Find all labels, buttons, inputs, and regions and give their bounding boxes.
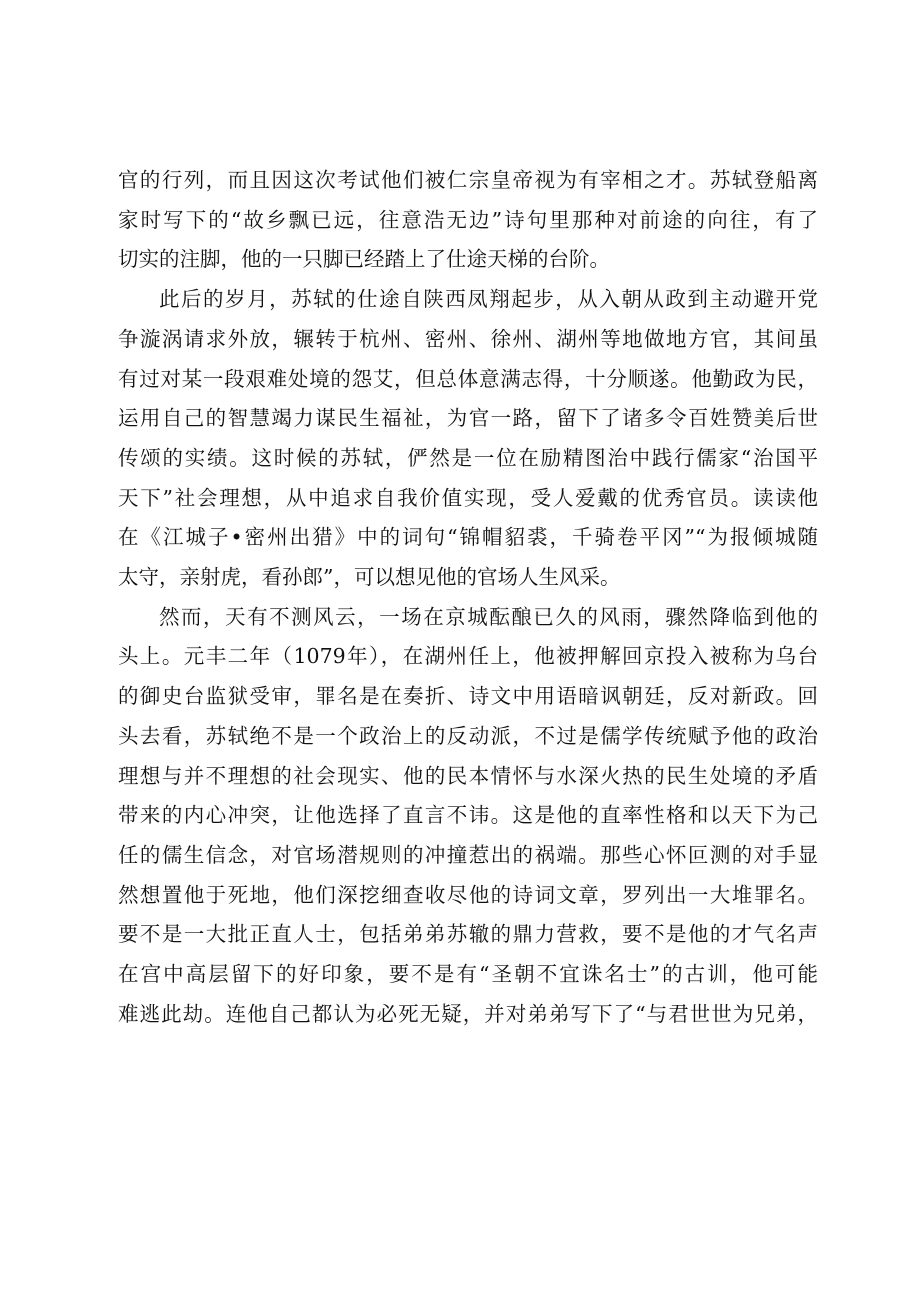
text-line: 在《江城子•密州出猎》中的词句“锦帽貂裘，千骑卷平冈”“为报倾城随 [118,525,818,550]
text-line: 此后的岁月，苏轼的仕途自陕西凤翔起步，从入朝从政到主动避开党 [159,287,818,312]
text-line: 要不是一大批正直人士，包括弟弟苏辙的鼎力营救，要不是他的才气名声 [118,922,818,947]
text-line: 头去看，苏轼绝不是一个政治上的反动派，不过是儒学传统赋予他的政治 [118,723,818,748]
text-line: 头上。元丰二年（1079年），在湖州任上，他被押解回京投入被称为乌台 [118,644,818,669]
text-line: 带来的内心冲突，让他选择了直言不讳。这是他的直率性格和以天下为己 [118,803,818,828]
text-line: 难逃此劫。连他自己都认为必死无疑，并对弟弟写下了“与君世世为兄弟， [118,1001,818,1026]
paragraph-2 [118,280,818,598]
text-line: 传颂的实绩。这时候的苏轼，俨然是一位在励精图治中践行儒家“治国平 [118,445,818,470]
text-line: 然想置他于死地，他们深挖细查收尽他的诗词文章，罗列出一大堆罪名。 [118,882,818,907]
text-line: 有过对某一段艰难处境的怨艾，但总体意满志得，十分顺遂。他勤政为民， [118,366,818,391]
text-line: 任的儒生信念，对官场潜规则的冲撞惹出的祸端。那些心怀叵测的对手显 [118,842,818,867]
text-line: 的御史台监狱受审，罪名是在奏折、诗文中用语暗讽朝廷，反对新政。回 [118,684,818,709]
text-line: 切实的注脚，他的一只脚已经踏上了仕途天梯的台阶。 [118,247,610,272]
body-text [118,161,818,1034]
text-line: 在宫中高层留下的好印象，要不是有“圣朝不宜诛名士”的古训，他可能 [118,962,818,987]
text-line: 家时写下的“故乡飘已远，往意浩无边”诗句里那种对前途的向往，有了 [118,207,818,232]
text-line: 太守，亲射虎，看孙郎”，可以想见他的官场人生风采。 [118,565,621,590]
text-line: 然而，天有不测风云，一场在京城酝酿已久的风雨，骤然降临到他的 [159,604,818,629]
text-line: 争漩涡请求外放，辗转于杭州、密州、徐州、湖州等地做地方官，其间虽 [118,326,818,351]
paragraph-3 [118,598,818,1035]
paragraph-1 [118,161,818,280]
text-line: 天下”社会理想，从中追求自我价值实现，受人爱戴的优秀官员。读读他 [118,485,818,510]
text-line: 官的行列，而且因这次考试他们被仁宗皇帝视为有宰相之才。苏轼登船离 [118,168,818,192]
text-line: 运用自己的智慧竭力谋民生福祉，为官一路，留下了诸多令百姓赞美后世 [118,406,818,431]
text-line: 理想与并不理想的社会现实、他的民本情怀与水深火热的民生处境的矛盾 [118,763,818,788]
